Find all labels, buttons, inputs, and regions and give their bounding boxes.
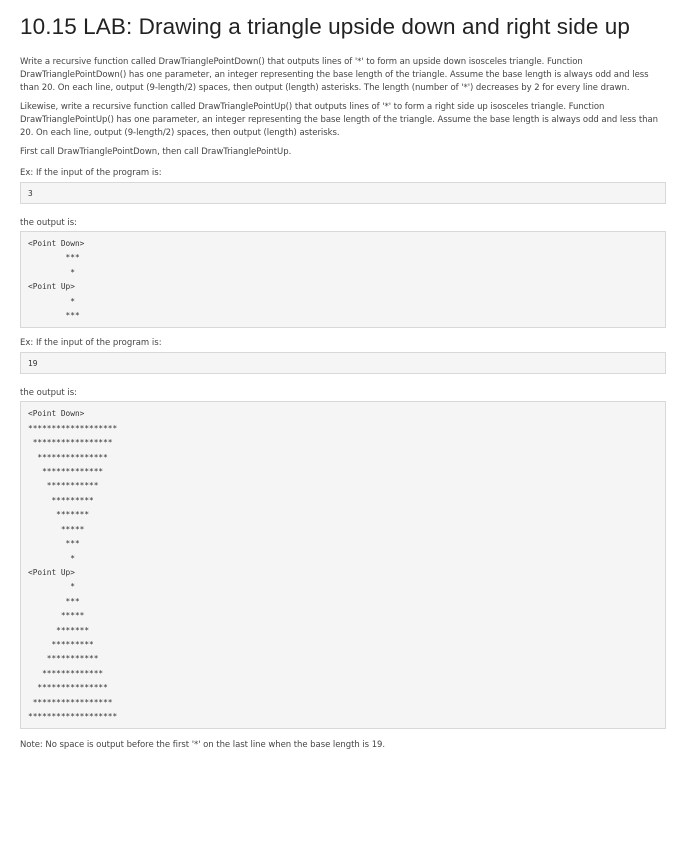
example-1-output-box xyxy=(20,231,666,328)
example-1-input-box xyxy=(20,182,666,204)
example-1-output-label: the output is: xyxy=(20,218,78,228)
example-2-output-label: the output is: xyxy=(20,388,78,399)
example-1-intro: Ex: If the input of the program is: xyxy=(20,168,162,178)
example-1-output-text: <Point Down> *** * <Point Up> * *** xyxy=(28,239,85,321)
example-2-input-value: 19 xyxy=(28,359,38,369)
example-1-input-value: 3 xyxy=(28,189,33,198)
example-2-output-box xyxy=(20,401,666,729)
example-2-output-text: <Point Down> ******************* ***************** *************** ************* *********** ********* ******* ***** *** * <Point Up> * *** ***** ******* ********* *********** ************* *************** ***************** ******************* xyxy=(28,409,118,721)
note-text: Note: No space is output before the first '*' on the last line when the base length is 19. xyxy=(20,740,386,751)
description-paragraph-3: First call DrawTrianglePointDown, then call DrawTrianglePointUp. xyxy=(20,147,292,157)
description-paragraph-1: Write a recursive function called DrawTrianglePointDown() that outputs lines of '*' to form an upside down isosceles triangle. Function DrawTrianglePointDown() has one parameter, an integer representing the base length of the triangle. Assume the base length is always odd and less than 20. On each line, output (9-length/2) spaces, then output (length) asterisks. The length (number of '*') decreases by 2 for every line drawn. xyxy=(20,57,649,93)
description-paragraph-2: Likewise, write a recursive function called DrawTrianglePointUp() that outputs lines of '*' to form a right side up isosceles triangle. Function DrawTrianglePointUp() has one parameter, an integer representing the base length of the triangle. Assume the base length is always odd and less than 20. On each line, output (9-length/2) spaces, then output (length) asterisks. xyxy=(20,102,658,138)
example-2-intro: Ex: If the input of the program is: xyxy=(20,338,162,349)
page-title: 10.15 LAB: Drawing a triangle upside down and right side up xyxy=(20,14,631,39)
example-2-input-box xyxy=(20,352,666,374)
